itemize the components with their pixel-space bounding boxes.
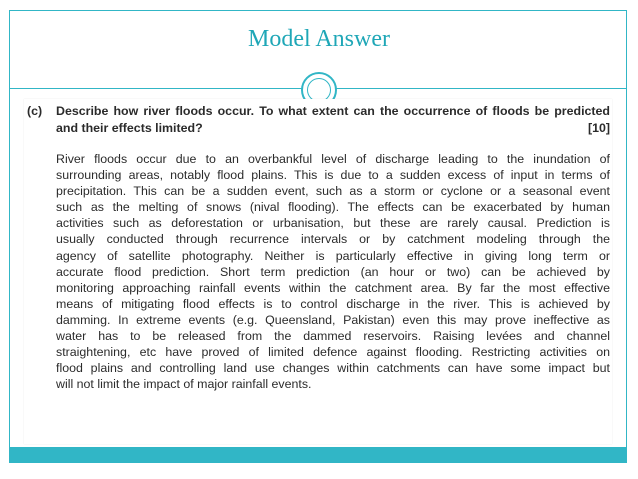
answer-line: such as the melting of snows (nival flooding). The effects can be exacerbated by human (56, 200, 610, 215)
answer-line: River floods occur due to an overbankful level of discharge leading to the inundation of (56, 152, 610, 166)
answer-paragraph (56, 151, 610, 392)
answer-line: flood plains and controlling land use changes within catchments can have some impact but (56, 361, 610, 376)
answer-line: straightening, etc have proved of limited defence against flooding. Restricting activities on (56, 345, 610, 360)
footer-accent-bar (9, 447, 627, 463)
answer-line: water has to be released from the dammed reservoirs. Raising levées and channel (56, 329, 610, 344)
answer-line: activities such as deforestation or urbanisation, but these are rarely causal. Prediction is (56, 216, 610, 231)
question-label: (c) (27, 104, 43, 118)
answer-line: agency of satellite photography. Neither is particularly effective in giving long term or (56, 248, 610, 263)
answer-line: will not limit the impact of major rainfall events. (56, 377, 312, 392)
answer-line: damming. In extreme events (e.g. Queensland, Pakistan) even this may prove ineffective as (56, 312, 610, 327)
answer-line: monitoring approaching rainfall events within the catchment area. By far the most effective (56, 280, 610, 295)
answer-line: means of mitigating flood effects is to control discharge in the river. This is achieved by (56, 296, 610, 311)
question-text: Describe how river floods occur. To what extent can the occurrence of floods be predicted and their effects limited? (56, 104, 610, 135)
model-answer-scan (24, 99, 612, 444)
question-marks: [10] (587, 121, 610, 135)
answer-line: surrounding areas, notably flood plains. This is due to a sudden excess of input in terms of (56, 168, 610, 183)
answer-line: accurate flood prediction. Short term prediction (an hour or two) can be achieved by (56, 264, 610, 279)
slide-title: Model Answer (248, 26, 390, 52)
answer-line: precipitation. This can be a sudden event, such as a storm or cyclone or a seasonal event (56, 184, 610, 199)
answer-line: usually conducted through recurrence intervals or by catchment modeling through the (56, 232, 610, 247)
